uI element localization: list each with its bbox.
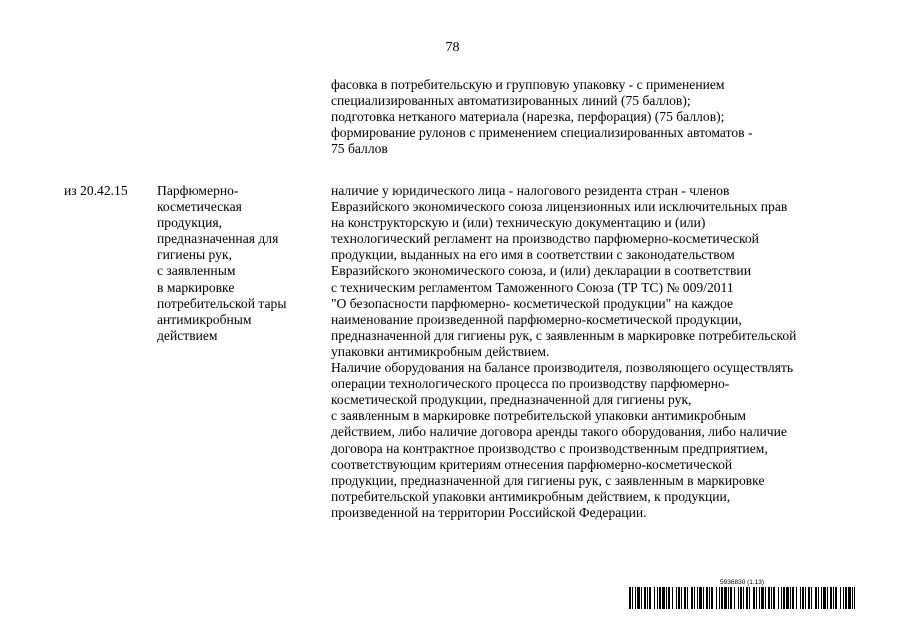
barcode-caption: 5936830 (1.13) <box>720 579 765 586</box>
text-line: 75 баллов <box>331 141 388 157</box>
name-line: гигиены рук, <box>157 247 232 263</box>
page-number: 78 <box>445 40 460 55</box>
text-line: с техническим регламентом Таможенного Союза (ТР ТС) № 009/2011 <box>331 279 734 295</box>
name-line: с заявленным <box>157 263 236 279</box>
text-line: "О безопасности парфюмерно- косметической продукции" на каждое <box>331 295 734 311</box>
text-line: специализированных автоматизированных линий (75 баллов); <box>331 93 691 109</box>
code-text: из 20.42.15 <box>64 183 128 198</box>
text-line: произведенной на территории Российской Федерации. <box>331 504 647 520</box>
text-line: соответствующим критериям отнесения парфюмерно-косметической <box>331 456 733 472</box>
okpd-code <box>64 183 128 199</box>
name-line: действием <box>157 327 218 343</box>
text-line: операции технологического процесса по производству парфюмерно- <box>331 376 730 392</box>
text-line: договора на контрактное производство с производственным предприятием, <box>331 440 768 456</box>
text-line: Наличие оборудования на балансе производителя, позволяющего осуществлять <box>331 360 794 376</box>
name-line: потребительской тары <box>157 295 287 311</box>
product-name <box>157 183 286 344</box>
name-line: в маркировке <box>157 279 235 295</box>
text-line: фасовка в потребительскую и групповую упаковку - с применением <box>331 77 725 92</box>
text-line: технологический регламент на производство парфюмерно-косметической <box>331 231 759 247</box>
text-line: наименование произведенной парфюмерно-косметической продукции, <box>331 311 742 327</box>
name-line: Парфюмерно- <box>157 183 239 198</box>
text-line: потребительской упаковки антимикробным действием, к продукции, <box>331 488 731 504</box>
text-line: с заявленным в маркировке потребительской упаковки антимикробным <box>331 408 747 424</box>
continuation-text <box>331 77 753 157</box>
name-line: антимикробным <box>157 311 252 327</box>
name-line: продукция, <box>157 215 222 231</box>
name-line: косметическая <box>157 199 242 215</box>
text-line: формирование рулонов с применением специализированных автоматов - <box>331 125 753 141</box>
requirements-text <box>331 183 796 521</box>
text-line: на конструкторскую и (или) техническую документацию и (или) <box>331 215 706 231</box>
barcode-image <box>629 587 855 609</box>
text-line: косметической продукции, предназначенной для гигиены рук, <box>331 392 692 408</box>
text-line: продукции, выданных на его имя в соответствии с законодательством <box>331 247 735 263</box>
text-line: действием, либо наличие договора аренды такого оборудования, либо наличие <box>331 424 787 440</box>
text-line: наличие у юридического лица - налогового резидента стран - членов <box>331 183 730 198</box>
text-line: Евразийского экономического союза лицензионных или исключительных прав <box>331 199 788 215</box>
text-line: продукции, предназначенной для гигиены рук, с заявленным в маркировке <box>331 472 765 488</box>
text-line: предназначенной для гигиены рук, с заявленным в маркировке потребительской <box>331 327 797 343</box>
text-line: Евразийского экономического союза, и (или) декларации в соответствии <box>331 263 751 279</box>
name-line: предназначенная для <box>157 231 279 247</box>
text-line: подготовка нетканого материала (нарезка, перфорация) (75 баллов); <box>331 109 725 125</box>
text-line: упаковки антимикробным действием. <box>331 343 550 359</box>
